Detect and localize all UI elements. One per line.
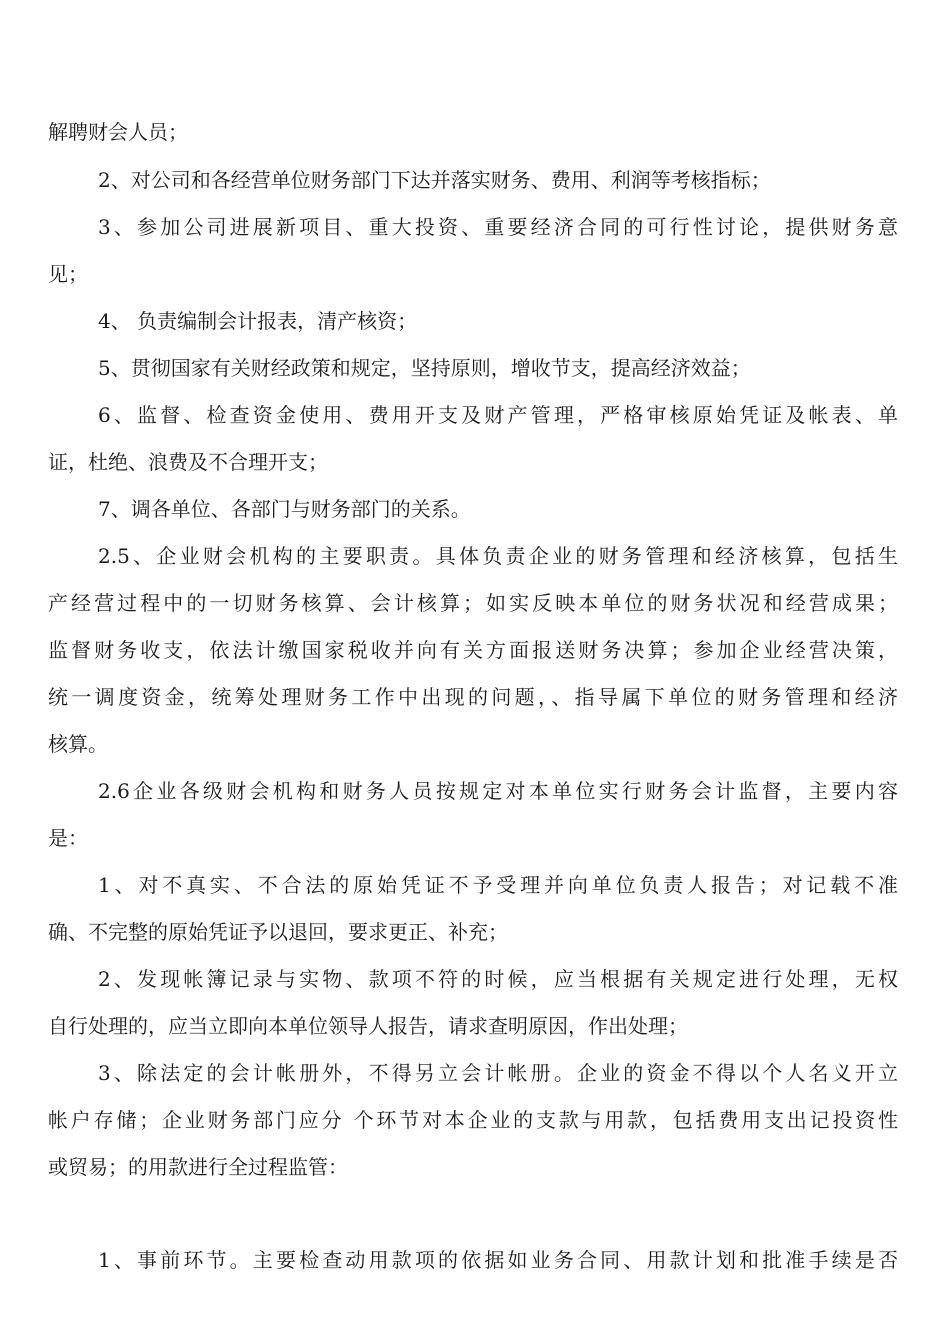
text-line: 证，杜绝、浪费及不合理开支； — [48, 450, 328, 474]
text-line: 3、参加公司进展新项目、重大投资、重要经济合同的可行性讨论，提供财务意 — [98, 215, 898, 239]
text-line: 7、调各单位、各部门与财务部门的关系。 — [98, 497, 471, 521]
text-line: 是： — [48, 826, 88, 850]
text-line: 统一调度资金，统筹处理财务工作中出现的问题，、指导属下单位的财务管理和经济 — [48, 685, 898, 709]
text-line: 2、对公司和各经营单位财务部门下达并落实财务、费用、利润等考核指标； — [98, 168, 771, 192]
text-line: 5、贯彻国家有关财经政策和规定，坚持原则，增收节支，提高经济效益； — [98, 356, 751, 380]
text-line: 2、发现帐簿记录与实物、款项不符的时候，应当根据有关规定进行处理，无权 — [98, 967, 898, 991]
text-line: 产经营过程中的一切财务核算、会计核算；如实反映本单位的财务状况和经营成果； — [48, 591, 898, 615]
text-line: 解聘财会人员； — [48, 120, 188, 144]
text-line: 1、对不真实、不合法的原始凭证不予受理并向单位负责人报告；对记载不准 — [98, 873, 898, 897]
text-line: 监督财务收支，依法计缴国家税收并向有关方面报送财务决算；参加企业经营决策， — [48, 638, 898, 662]
text-line: 或贸易；的用款进行全过程监管： — [48, 1155, 348, 1179]
text-line: 1、事前环节。主要检查动用款项的依据如业务合同、用款计划和批准手续是否 — [98, 1248, 898, 1272]
text-line: 帐户存储；企业财务部门应分 个环节对本企业的支款与用款，包括费用支出记投资性 — [48, 1108, 898, 1132]
text-line: 3、除法定的会计帐册外，不得另立会计帐册。企业的资金不得以个人名义开立 — [98, 1061, 898, 1085]
text-line: 2.5、企业财会机构的主要职责。具体负责企业的财务管理和经济核算，包括生 — [98, 544, 898, 568]
text-line: 见； — [48, 262, 88, 286]
text-line: 4、 负责编制会计报表，清产核资； — [98, 309, 418, 333]
text-line: 2.6企业各级财会机构和财务人员按规定对本单位实行财务会计监督，主要内容 — [98, 779, 898, 803]
text-line: 核算。 — [48, 732, 108, 756]
text-line: 自行处理的，应当立即向本单位领导人报告，请求查明原因，作出处理； — [48, 1014, 688, 1038]
text-line: 确、不完整的原始凭证予以退回，要求更正、补充； — [48, 920, 508, 944]
text-line: 6、监督、检查资金使用、费用开支及财产管理，严格审核原始凭证及帐表、单 — [98, 403, 898, 427]
